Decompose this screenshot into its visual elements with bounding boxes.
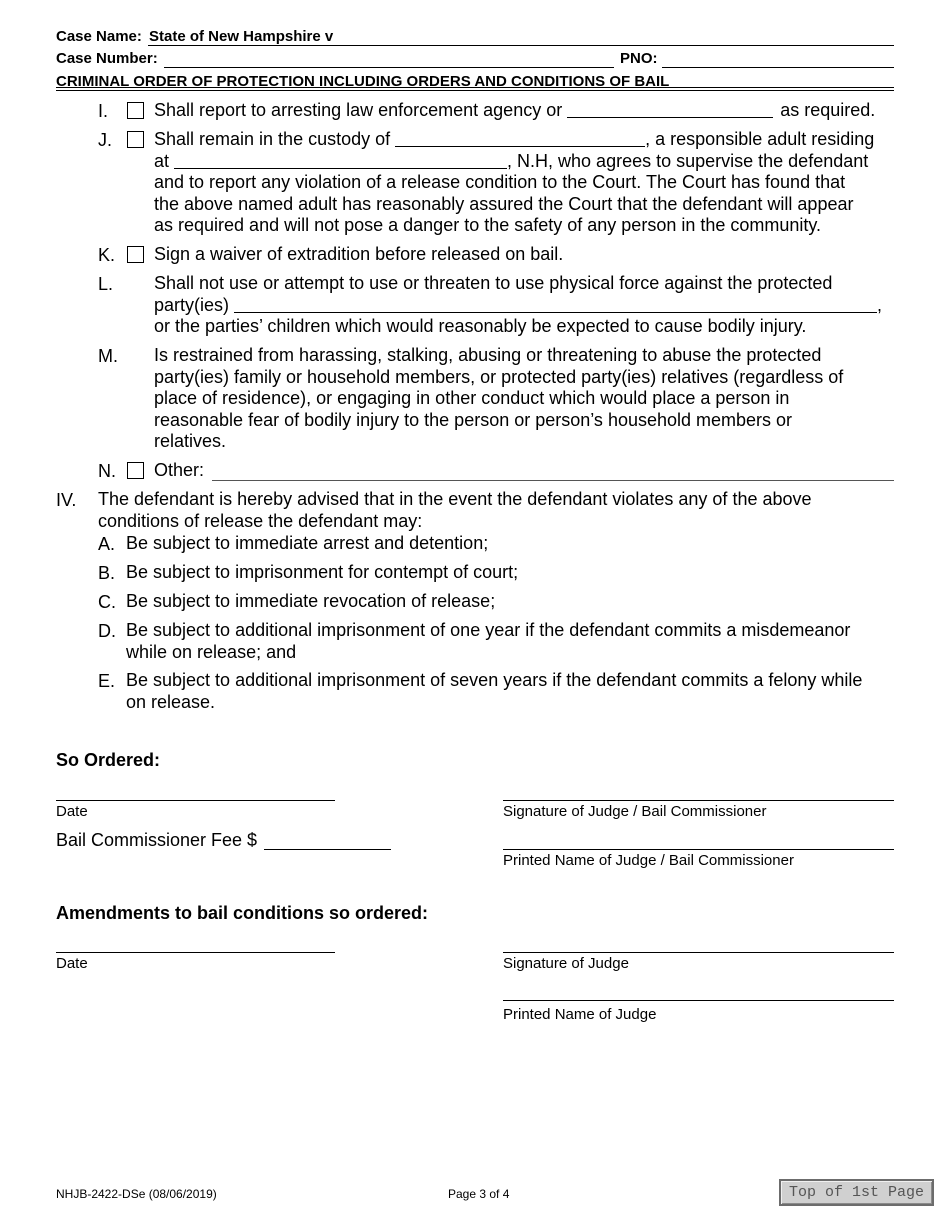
condition-j-line-5: as required and will not pose a danger to the safety of any person in the community. (154, 215, 822, 235)
iv-item-line-1: Be subject to additional imprisonment of seven years if the defendant commits a felony while (126, 670, 863, 690)
condition-n-other-line (212, 480, 894, 481)
pno-label: PNO: (620, 50, 658, 67)
condition-j-line-4: the above named adult has reasonably assured the Court that the defendant will appear (154, 193, 854, 214)
judge-signature-field[interactable] (505, 782, 891, 799)
condition-l-line-3: or the parties’ children which would reasonably be expected to cause bodily injury. (154, 316, 807, 336)
condition-l-line-2b: , (877, 294, 883, 315)
iv-item-text: Be subject to immediate arrest and detention; (126, 533, 489, 553)
section-iv-line-2: conditions of release the defendant may: (98, 510, 423, 531)
amendments-title: Amendments to bail conditions so ordered: (56, 903, 429, 923)
bail-fee-line (264, 849, 391, 850)
page-number: Page 3 of 4 (448, 1187, 510, 1201)
iv-item-line-2: while on release; and (126, 641, 297, 662)
condition-l-line-2a: party(ies) (154, 294, 230, 315)
condition-j-custodian-blank[interactable] (395, 130, 645, 147)
iv-item-text: Be subject to immediate revocation of release; (126, 591, 496, 611)
condition-m-line-2: party(ies) family or household members, or protected party(ies) relatives (regardless of (154, 366, 844, 387)
so-ordered-date-label: Date (56, 803, 88, 820)
amendments-signature-label: Signature of Judge (503, 955, 629, 972)
so-ordered-date-line (56, 800, 335, 801)
amendments-printed-name-label: Printed Name of Judge (503, 1006, 657, 1023)
pno-line (662, 67, 894, 68)
section-iv-line-1: The defendant is hereby advised that in the event the defendant violates any of the above (98, 489, 812, 509)
form-id: NHJB-2422-DSe (08/06/2019) (56, 1187, 217, 1201)
section-iv-intro (98, 489, 898, 532)
form-title: CRIMINAL ORDER OF PROTECTION INCLUDING ORDERS AND CONDITIONS OF BAIL (56, 73, 670, 90)
judge-printed-name-field[interactable] (505, 831, 891, 848)
condition-n-label: Other: (154, 460, 205, 480)
condition-j-line-2a: at (154, 150, 170, 171)
condition-i-text-b: as required. (780, 100, 876, 120)
iv-item-text: Be subject to imprisonment for contempt of court; (126, 562, 519, 582)
condition-i-letter: I. (98, 101, 109, 121)
condition-l-text (154, 273, 899, 338)
iv-item-line-1: Be subject to additional imprisonment of one year if the defendant commits a misdemeanor (126, 620, 851, 640)
case-name-line (148, 45, 894, 46)
case-number-label: Case Number: (56, 50, 158, 67)
amendments-printed-name-field[interactable] (505, 982, 891, 999)
condition-m-line-5: relatives. (154, 431, 227, 451)
so-ordered-date-field[interactable] (58, 782, 332, 799)
condition-j-line-2 (154, 151, 899, 173)
condition-k-text: Sign a waiver of extradition before released on bail. (154, 244, 564, 264)
condition-i-text-a: Shall report to arresting law enforcement agency or (154, 100, 563, 120)
so-ordered-title: So Ordered: (56, 750, 161, 770)
condition-j-line-1a: Shall remain in the custody of (154, 129, 391, 149)
condition-j-line-1b: , a responsible adult residing (645, 129, 875, 149)
condition-i-agency-blank[interactable] (567, 101, 773, 118)
amendments-signature-line (503, 952, 894, 953)
case-number-field[interactable] (166, 50, 612, 67)
form-title-rule-1 (56, 87, 894, 88)
condition-j-line-1 (154, 129, 899, 151)
judge-printed-name-label: Printed Name of Judge / Bail Commissioner (503, 852, 794, 869)
condition-i-text (154, 100, 875, 122)
bail-fee-label: Bail Commissioner Fee $ (56, 830, 258, 850)
case-name-label: Case Name: (56, 28, 142, 45)
amendments-date-line (56, 952, 335, 953)
iv-item-letter: E. (98, 671, 116, 691)
condition-n-checkbox[interactable] (127, 462, 144, 479)
condition-j-line-3: and to report any violation of a release condition to the Court. The Court has found that (154, 172, 846, 192)
condition-m-line-4: reasonable fear of bodily injury to the person or person’s household members or (154, 409, 793, 430)
judge-printed-name-line (503, 849, 894, 850)
iv-item-letter: D. (98, 621, 116, 641)
pno-field[interactable] (664, 50, 892, 67)
case-number-line (164, 67, 614, 68)
condition-l-line-1: Shall not use or attempt to use or threaten to use physical force against the protected (154, 273, 833, 293)
condition-m-text (154, 345, 899, 453)
iv-item-letter: B. (98, 563, 116, 583)
judge-signature-line (503, 800, 894, 801)
amendments-date-label: Date (56, 955, 88, 972)
iv-item-line-2: on release. (126, 691, 216, 712)
condition-n-other-field[interactable] (214, 462, 892, 479)
amendments-printed-name-line (503, 1000, 894, 1001)
condition-n-letter: N. (98, 461, 116, 481)
condition-k-checkbox[interactable] (127, 246, 144, 263)
condition-l-letter: L. (98, 274, 114, 294)
iv-item-text (126, 670, 906, 713)
judge-signature-label: Signature of Judge / Bail Commissioner (503, 803, 767, 820)
condition-m-letter: M. (98, 346, 118, 366)
case-name-field[interactable] (340, 28, 890, 45)
condition-k-letter: K. (98, 245, 116, 265)
amendments-date-field[interactable] (58, 934, 332, 951)
condition-j-line-2b: , N.H, who agrees to supervise the defendant (507, 150, 869, 171)
condition-j-letter: J. (98, 130, 113, 150)
condition-l-line-2 (154, 295, 899, 317)
case-name-value: State of New Hampshire v (149, 28, 334, 45)
condition-j-residence-blank[interactable] (174, 152, 507, 169)
condition-j-text (154, 129, 899, 237)
amendments-signature-field[interactable] (505, 934, 891, 951)
condition-l-party-blank[interactable] (234, 296, 877, 313)
top-of-first-page-button[interactable]: Top of 1st Page (779, 1179, 934, 1206)
bail-fee-field[interactable] (266, 831, 388, 848)
iv-item-letter: C. (98, 592, 116, 612)
condition-i-checkbox[interactable] (127, 102, 144, 119)
form-title-rule-2 (56, 90, 894, 91)
condition-m-line-3: place of residence), or engaging in other conduct which would place a person in (154, 388, 790, 408)
condition-m-line-1: Is restrained from harassing, stalking, abusing or threatening to abuse the protected (154, 345, 822, 365)
iv-item-letter: A. (98, 534, 116, 554)
section-iv-numeral: IV. (56, 490, 77, 510)
condition-j-checkbox[interactable] (127, 131, 144, 148)
iv-item-text (126, 620, 906, 663)
